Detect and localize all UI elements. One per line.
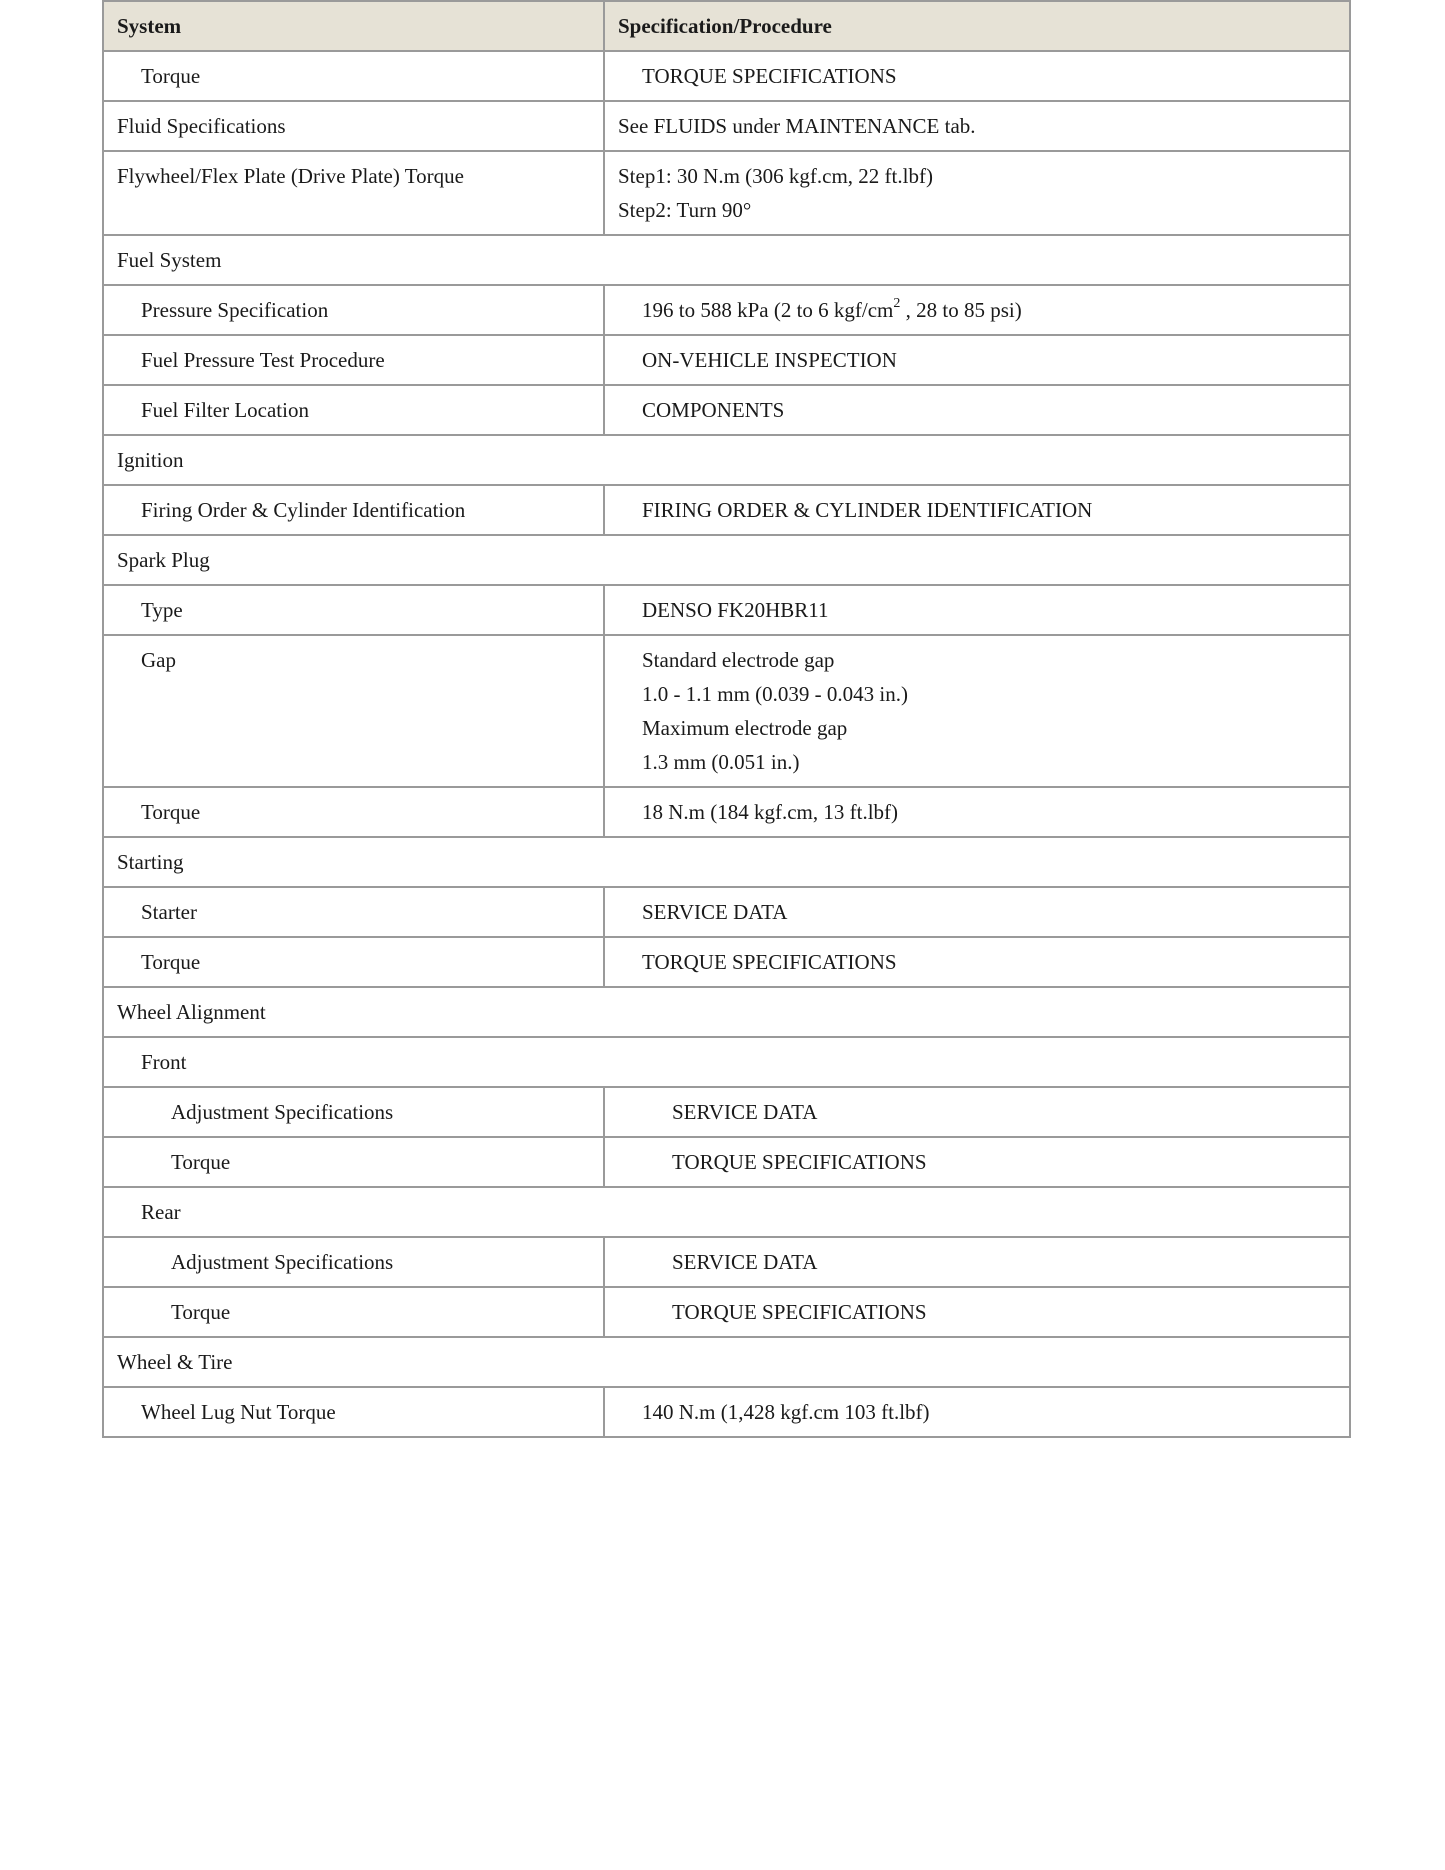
section-label: Fuel System xyxy=(103,235,1350,285)
spec-line: Standard electrode gap xyxy=(642,648,835,672)
section-row xyxy=(103,1187,1350,1237)
section-row xyxy=(103,1037,1350,1087)
table-row xyxy=(103,485,1350,535)
spec-line: FIRING ORDER & CYLINDER IDENTIFICATION xyxy=(642,498,1093,522)
spec-text: , 28 to 85 psi) xyxy=(900,298,1022,322)
system-cell: Torque xyxy=(103,1287,604,1337)
system-cell: Fluid Specifications xyxy=(103,101,604,151)
specification-cell xyxy=(604,51,1350,101)
table-row xyxy=(103,1137,1350,1187)
header-system: System xyxy=(103,1,604,51)
section-row xyxy=(103,535,1350,585)
spec-line: SERVICE DATA xyxy=(672,1250,818,1274)
specification-cell xyxy=(604,101,1350,151)
system-cell: Pressure Specification xyxy=(103,285,604,335)
spec-line: Maximum electrode gap xyxy=(642,716,848,740)
specification-cell xyxy=(604,385,1350,435)
spec-line: 1.0 - 1.1 mm (0.039 - 0.043 in.) xyxy=(642,682,908,706)
system-cell: Torque xyxy=(103,937,604,987)
spec-line: SERVICE DATA xyxy=(642,900,788,924)
section-row xyxy=(103,1337,1350,1387)
system-cell: Fuel Pressure Test Procedure xyxy=(103,335,604,385)
system-cell: Type xyxy=(103,585,604,635)
specification-cell xyxy=(604,635,1350,787)
system-cell: Torque xyxy=(103,787,604,837)
system-cell: Firing Order & Cylinder Identification xyxy=(103,485,604,535)
system-cell: Starter xyxy=(103,887,604,937)
spec-line: 18 N.m (184 kgf.cm, 13 ft.lbf) xyxy=(642,800,899,824)
spec-superscript: 2 xyxy=(893,296,901,311)
table-row xyxy=(103,1237,1350,1287)
specification-cell xyxy=(604,887,1350,937)
section-row xyxy=(103,435,1350,485)
table-row xyxy=(103,151,1350,235)
system-cell: Fuel Filter Location xyxy=(103,385,604,435)
table-row xyxy=(103,1387,1350,1437)
table-row xyxy=(103,635,1350,787)
specification-cell xyxy=(604,585,1350,635)
specification-cell xyxy=(604,787,1350,837)
section-label: Rear xyxy=(103,1187,1350,1237)
specification-cell xyxy=(604,151,1350,235)
system-cell: Adjustment Specifications xyxy=(103,1237,604,1287)
specification-cell xyxy=(604,1287,1350,1337)
section-label: Spark Plug xyxy=(103,535,1350,585)
header-specification: Specification/Procedure xyxy=(604,1,1350,51)
table-row xyxy=(103,335,1350,385)
system-cell: Adjustment Specifications xyxy=(103,1087,604,1137)
section-label: Front xyxy=(103,1037,1350,1087)
spec-line: SERVICE DATA xyxy=(672,1100,818,1124)
table-row xyxy=(103,937,1350,987)
table-row xyxy=(103,51,1350,101)
system-cell: Torque xyxy=(103,51,604,101)
spec-table xyxy=(102,0,1351,1438)
system-cell: Torque xyxy=(103,1137,604,1187)
section-label: Wheel & Tire xyxy=(103,1337,1350,1387)
system-cell: Flywheel/Flex Plate (Drive Plate) Torque xyxy=(103,151,604,235)
table-header xyxy=(103,1,1350,51)
section-label: Wheel Alignment xyxy=(103,987,1350,1037)
table-row xyxy=(103,385,1350,435)
section-label: Ignition xyxy=(103,435,1350,485)
spec-line: COMPONENTS xyxy=(642,398,785,422)
spec-line: TORQUE SPECIFICATIONS xyxy=(672,1150,927,1174)
spec-line: TORQUE SPECIFICATIONS xyxy=(672,1300,927,1324)
spec-line: Step2: Turn 90° xyxy=(618,198,752,222)
specification-cell xyxy=(604,1087,1350,1137)
header-row xyxy=(103,1,1350,51)
table-row xyxy=(103,1287,1350,1337)
spec-line: 1.3 mm (0.051 in.) xyxy=(642,750,800,774)
spec-line: TORQUE SPECIFICATIONS xyxy=(642,950,897,974)
table-row xyxy=(103,585,1350,635)
section-row xyxy=(103,837,1350,887)
specification-cell xyxy=(604,1387,1350,1437)
specification-cell xyxy=(604,285,1350,335)
table-row xyxy=(103,787,1350,837)
section-row xyxy=(103,235,1350,285)
spec-line: See FLUIDS under MAINTENANCE tab. xyxy=(618,114,976,138)
system-cell: Gap xyxy=(103,635,604,787)
table-row xyxy=(103,285,1350,335)
table-row xyxy=(103,101,1350,151)
section-label: Starting xyxy=(103,837,1350,887)
table-body xyxy=(103,51,1350,1437)
table-row xyxy=(103,1087,1350,1137)
spec-line: DENSO FK20HBR11 xyxy=(642,598,829,622)
system-cell: Wheel Lug Nut Torque xyxy=(103,1387,604,1437)
spec-line: 140 N.m (1,428 kgf.cm 103 ft.lbf) xyxy=(642,1400,930,1424)
section-row xyxy=(103,987,1350,1037)
specification-cell xyxy=(604,1137,1350,1187)
specification-cell xyxy=(604,1237,1350,1287)
specification-cell xyxy=(604,485,1350,535)
specification-cell xyxy=(604,335,1350,385)
spec-line: TORQUE SPECIFICATIONS xyxy=(642,64,897,88)
spec-text: 196 to 588 kPa (2 to 6 kgf/cm xyxy=(642,298,894,322)
spec-line: Step1: 30 N.m (306 kgf.cm, 22 ft.lbf) xyxy=(618,164,933,188)
table-row xyxy=(103,887,1350,937)
spec-line: ON-VEHICLE INSPECTION xyxy=(642,348,897,372)
specification-cell xyxy=(604,937,1350,987)
